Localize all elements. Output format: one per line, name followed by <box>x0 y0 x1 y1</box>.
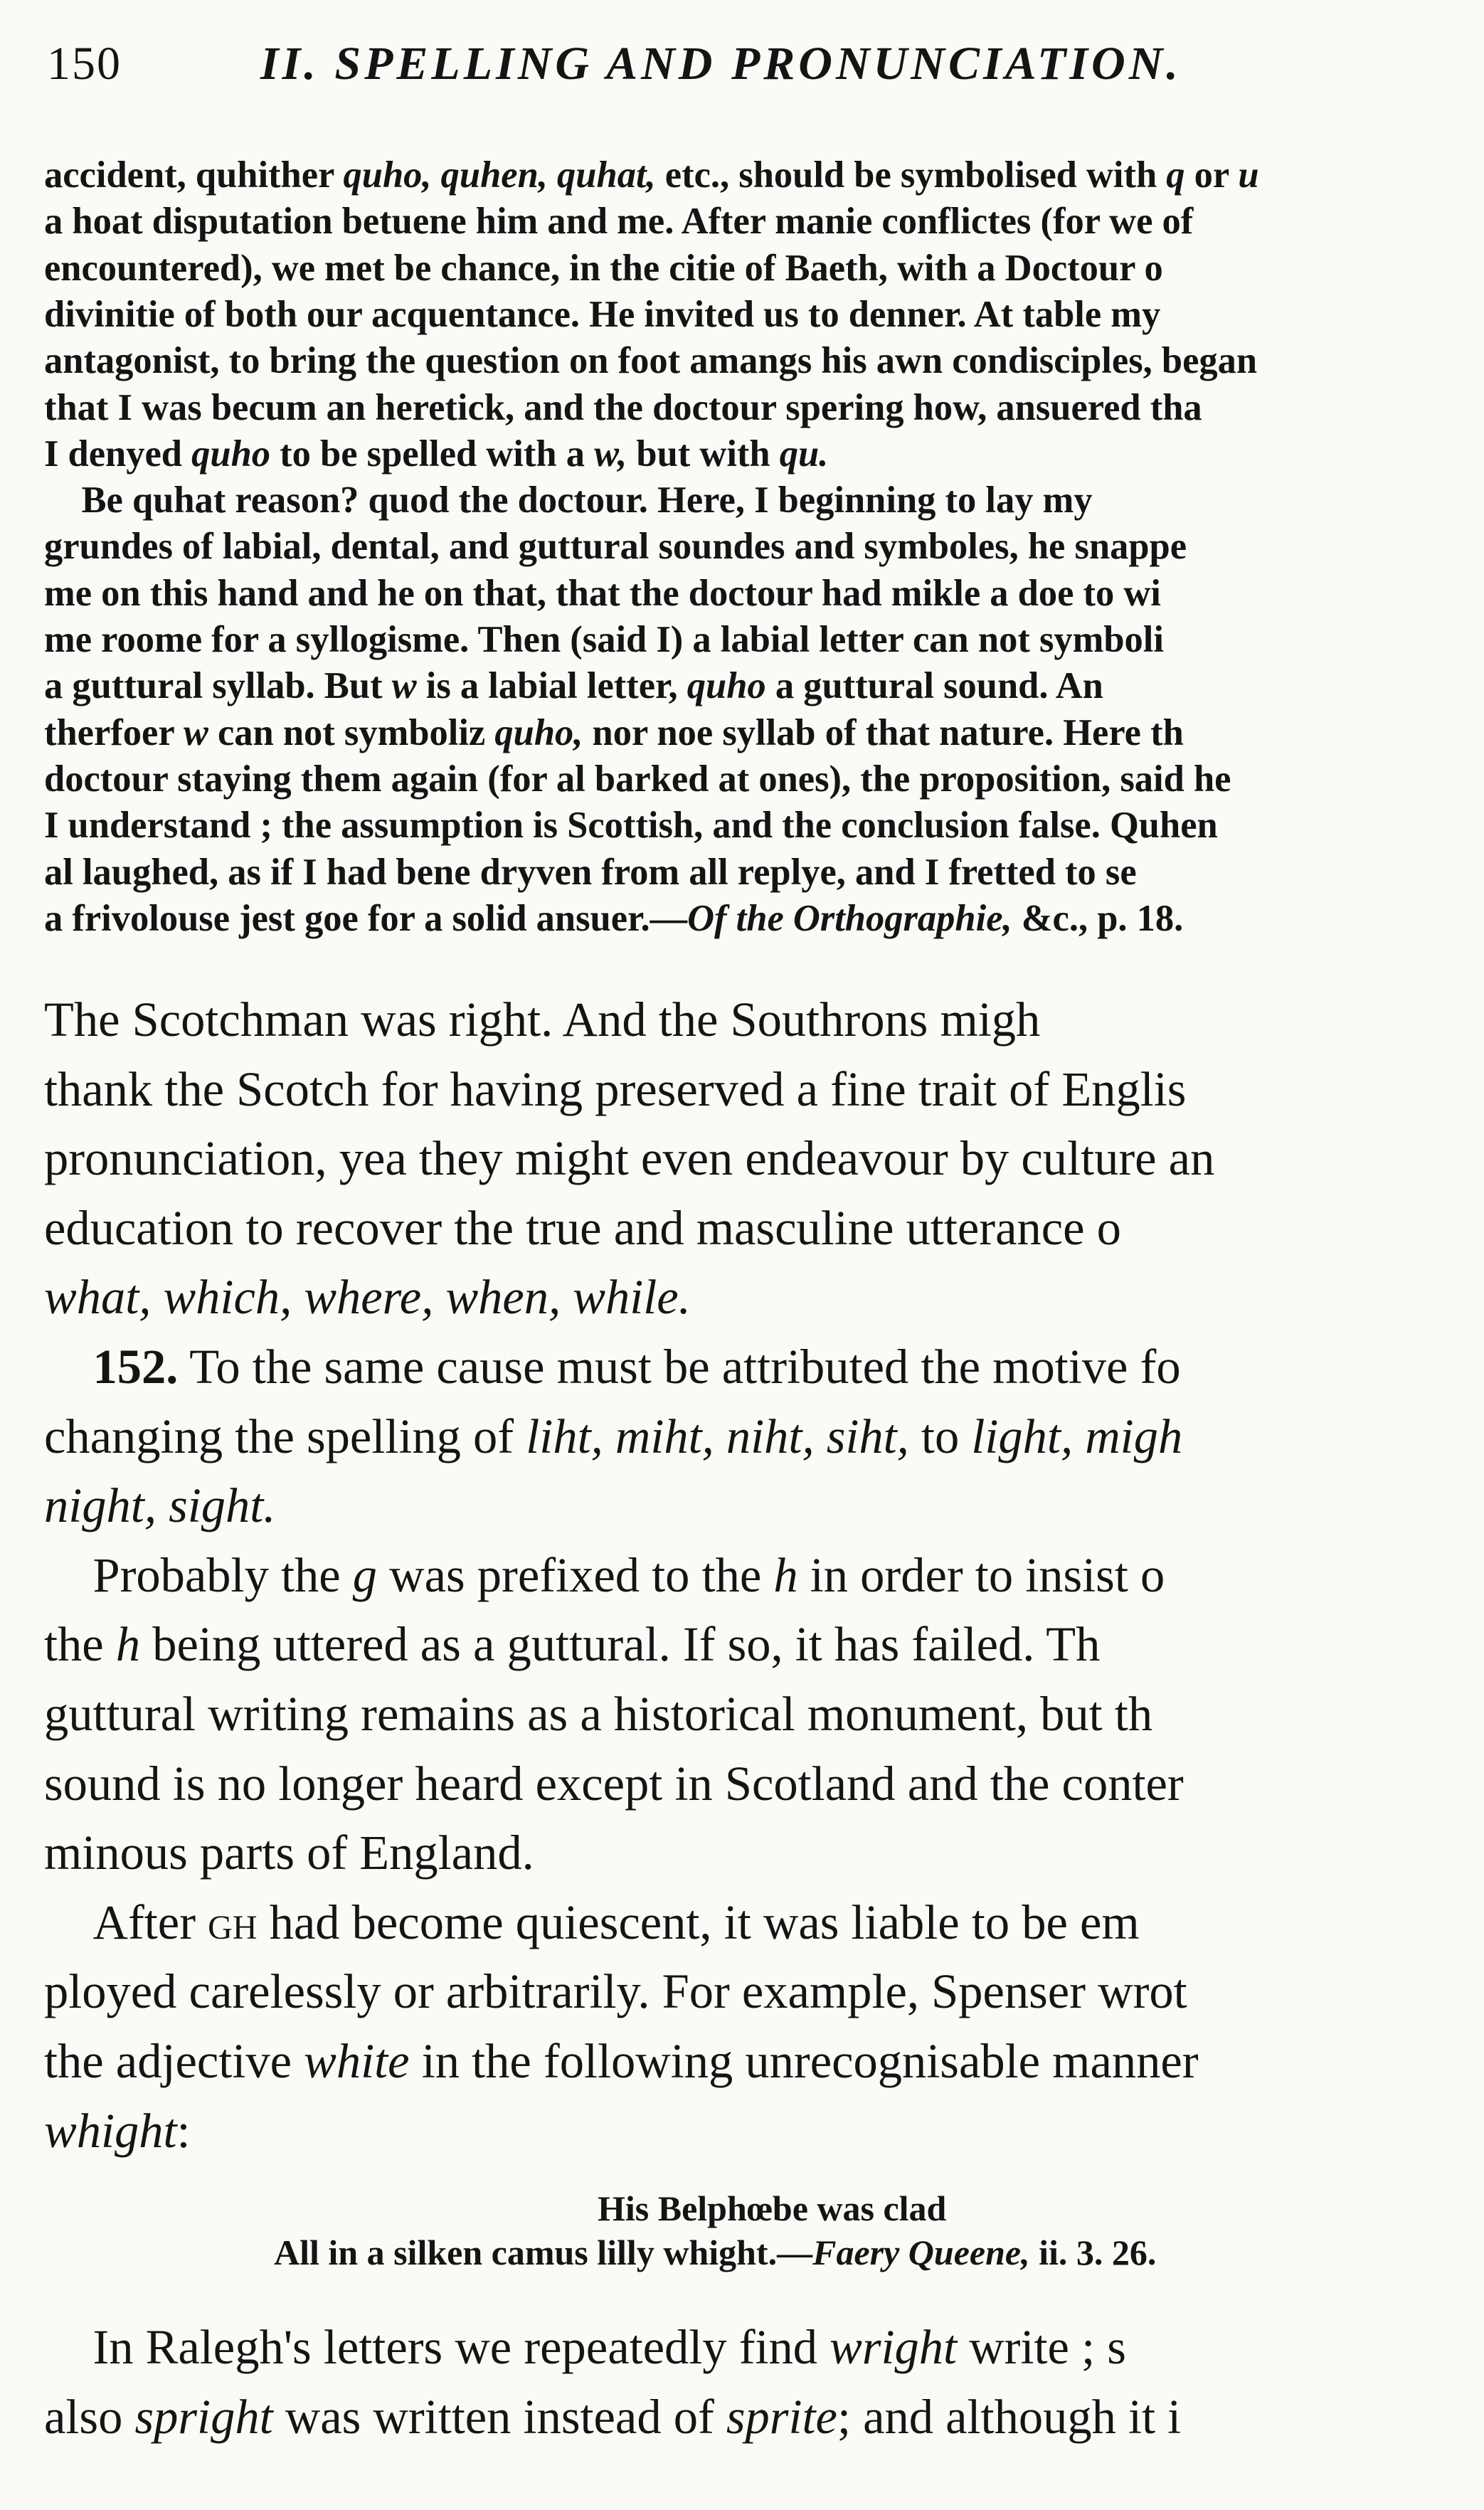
text-run: a frivolouse jest goe for a solid ansuer.— <box>44 897 688 939</box>
body-line <box>44 1895 1140 1951</box>
body-line <box>44 1756 1184 1812</box>
body-line <box>44 1061 1186 1118</box>
text-run: pronunciation, yea they might even endeavour by culture an <box>44 1131 1215 1186</box>
text-run: thank the Scotch for having preserved a fine trait of Englis <box>44 1061 1187 1116</box>
text-run: in the following unrecognisable manner <box>409 2034 1199 2088</box>
text-run: or <box>1184 154 1239 196</box>
text-run: w <box>391 665 417 707</box>
text-run: 152. <box>92 1340 179 1394</box>
text-run: liht, miht, niht, siht, <box>526 1409 909 1463</box>
text-run: changing the spelling of <box>44 1409 526 1463</box>
text-run: the <box>44 1617 116 1672</box>
text-run: that I was becum an heretick, and the doctour spering how, ansuered tha <box>44 386 1202 428</box>
body-line <box>44 1130 1214 1187</box>
text-run: g <box>352 1547 378 1602</box>
running-title: II. SPELLING AND PRONUNCIATION. <box>260 38 1182 90</box>
body-line <box>44 2033 1199 2090</box>
text-run: the adjective <box>44 2034 304 2088</box>
text-run: guttural writing remains as a historical monument, but th <box>44 1687 1153 1741</box>
text-run: education to recover the true and masculine utterance o <box>44 1200 1121 1255</box>
verse-line-2-text: All in a silken camus lilly whight.— <box>274 2233 813 2272</box>
quote-line <box>44 339 1257 382</box>
text-run: what, which, where, when, while. <box>44 1270 691 1325</box>
quote-line <box>44 897 1183 940</box>
verse-line-2 <box>274 2232 1156 2273</box>
text-run: a hoat disputation betuene him and me. After manie conflictes (for we of <box>44 201 1194 243</box>
text-run: w <box>183 711 208 753</box>
text-run: also <box>44 2389 135 2444</box>
body-line <box>44 1547 1165 1604</box>
body-line <box>44 1478 275 1534</box>
text-run: Probably the <box>44 1547 353 1602</box>
text-run: h <box>115 1617 141 1672</box>
text-run: ; and although it i <box>837 2389 1182 2444</box>
verse-reference: ii. 3. 26. <box>1029 2233 1157 2272</box>
text-run: me on this hand and he on that, that the doctour had mikle a doe to wi <box>44 572 1161 614</box>
text-run: al laughed, as if I had bene dryven from all replye, and I fretted to se <box>44 851 1137 893</box>
body-line <box>44 1686 1152 1742</box>
text-run: antagonist, to bring the question on foot amangs his awn condisciples, began <box>44 340 1258 382</box>
text-run: a guttural sound. An <box>765 665 1103 707</box>
text-run: minous parts of England. <box>44 1826 534 1880</box>
quote-line <box>44 386 1202 429</box>
quote-line <box>44 758 1231 800</box>
text-run: was prefixed to the <box>377 1547 774 1602</box>
text-run: nor noe syllab of that nature. Here th <box>583 711 1184 753</box>
text-run: to be spelled with a <box>270 433 595 475</box>
text-run: light, migh <box>971 1409 1183 1463</box>
body-line <box>44 1964 1187 2020</box>
tail-line <box>44 2389 1181 2445</box>
text-run: therfoer <box>44 711 184 753</box>
body-line <box>44 1409 1182 1465</box>
quote-line <box>44 247 1163 290</box>
text-run: gh <box>208 1895 258 1949</box>
text-run <box>44 1340 93 1394</box>
quote-line <box>44 525 1187 568</box>
quote-line <box>44 154 1259 196</box>
text-run: spright <box>134 2389 273 2444</box>
text-run: quho, <box>494 711 583 753</box>
body-line <box>44 1616 1100 1673</box>
text-run: to <box>908 1409 972 1463</box>
text-run: etc., should be symbolised with <box>655 154 1167 196</box>
text-run: h <box>773 1547 798 1602</box>
running-header <box>47 37 1182 91</box>
text-run: : <box>176 2103 191 2158</box>
text-run: but with <box>627 433 780 475</box>
quote-line <box>44 711 1184 754</box>
text-run: quho <box>687 665 766 707</box>
quote-line <box>44 618 1164 661</box>
text-run: in order to insist o <box>797 1547 1165 1602</box>
text-run: whight <box>44 2103 177 2158</box>
quote-line <box>44 664 1103 707</box>
text-run: Of the Orthographie, <box>687 897 1012 939</box>
page-number: 150 <box>47 38 122 90</box>
text-run: write ; s <box>957 2320 1126 2374</box>
quote-line <box>44 200 1193 243</box>
text-run: q <box>1166 154 1185 196</box>
body-line <box>44 992 1040 1048</box>
text-run: was written instead of <box>272 2389 726 2444</box>
text-run: encountered), we met be chance, in the citie of Baeth, with a Doctour o <box>44 247 1163 289</box>
text-run: w, <box>594 433 627 475</box>
text-run: To the same cause must be attributed the motive fo <box>178 1340 1181 1394</box>
text-run: wright <box>830 2320 958 2374</box>
text-run: &c., p. 18. <box>1012 897 1184 939</box>
text-run: a guttural syllab. But <box>44 665 392 707</box>
quote-line <box>44 293 1160 336</box>
text-run: u <box>1238 154 1259 196</box>
quote-line <box>44 572 1161 615</box>
text-run: being uttered as a guttural. If so, it has failed. Th <box>140 1617 1101 1672</box>
text-run: night, sight. <box>44 1478 276 1533</box>
text-run: me roome for a syllogisme. Then (said I) a labial letter can not symboli <box>44 619 1164 660</box>
text-run: quho, quhen, quhat, <box>343 154 656 196</box>
text-run: had become quiescent, it was liable to be em <box>257 1895 1140 1949</box>
text-run: I understand ; the assumption is Scottish, and the conclusion false. Quhen <box>44 805 1218 847</box>
body-line <box>44 1825 534 1881</box>
quote-line <box>44 433 828 475</box>
verse-source: Faery Queene, <box>812 2233 1030 2272</box>
text-run: white <box>304 2034 410 2088</box>
text-run: divinitie of both our acquentance. He invited us to denner. At table my <box>44 293 1161 335</box>
text-run: can not symboliz <box>208 711 495 753</box>
text-run: Be quhat reason? quod the doctour. Here, I beginning to lay my <box>44 480 1093 521</box>
tail-line <box>44 2319 1126 2376</box>
text-run: sound is no longer heard except in Scotland and the conter <box>44 1756 1184 1811</box>
text-run: accident, quhither <box>44 154 344 196</box>
body-line <box>44 1339 1181 1395</box>
body-line <box>44 1269 691 1325</box>
quote-line <box>44 804 1218 847</box>
text-run: The Scotchman was right. And the Southrons migh <box>44 992 1041 1047</box>
text-run: doctour staying them again (for al barked at ones), the proposition, said he <box>44 758 1231 800</box>
text-run: is a labial letter, <box>416 665 687 707</box>
text-run: In Ralegh's letters we repeatedly find <box>44 2320 830 2374</box>
text-run: grundes of labial, dental, and guttural soundes and symboles, he snappe <box>44 526 1187 568</box>
text-run: I denyed <box>44 433 192 475</box>
text-run: quho <box>191 433 271 475</box>
text-run: ployed carelessly or arbitrarily. For example, Spenser wrot <box>44 1964 1187 2019</box>
quote-line <box>44 479 1093 521</box>
quote-line <box>44 851 1137 894</box>
verse-line-1: His Belphœbe was clad <box>598 2188 947 2228</box>
text-run: After <box>44 1895 208 1949</box>
text-run: sprite <box>726 2389 837 2444</box>
body-line <box>44 2103 191 2159</box>
text-run: qu. <box>779 433 829 475</box>
body-line <box>44 1200 1121 1256</box>
